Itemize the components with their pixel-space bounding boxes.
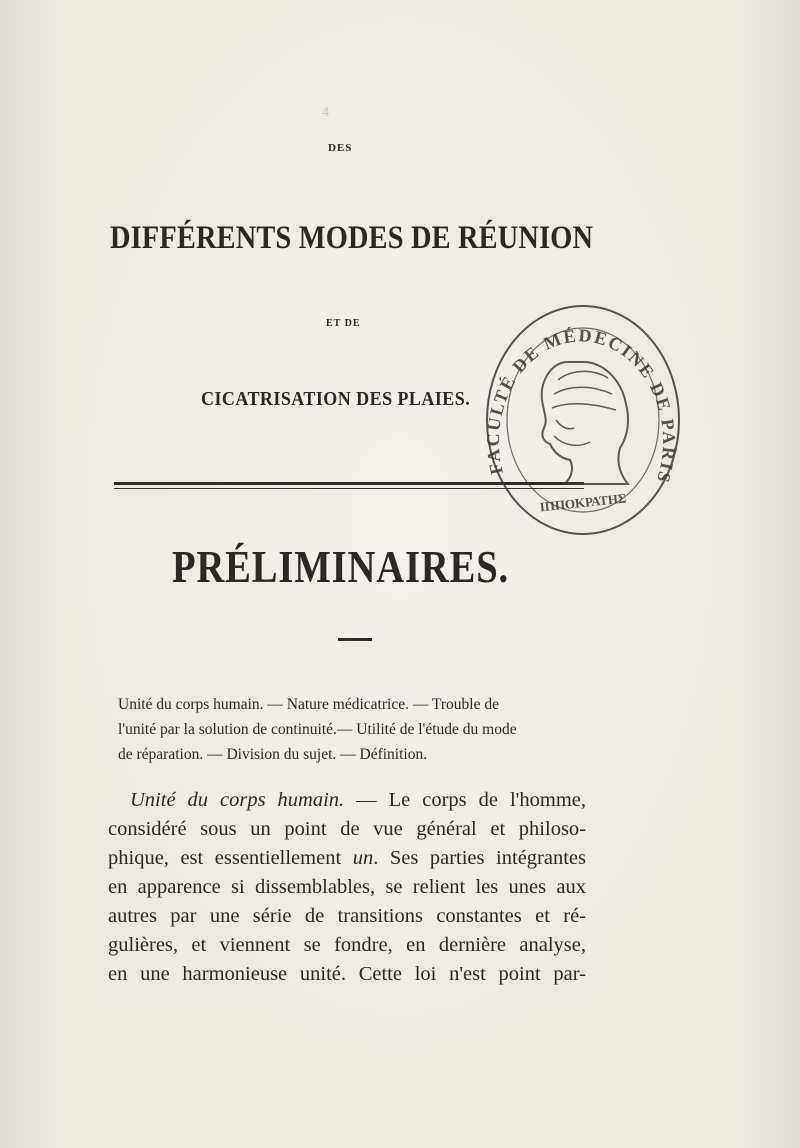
summary-line: l'unité par la solution de continuité.— Utilité de l'étude du mode [118, 721, 517, 738]
pre-title: DES [328, 142, 353, 154]
body-line-3-a: phique, est essentiellement [108, 847, 353, 869]
library-stamp [478, 302, 688, 550]
body-line-3-b: . Ses parties intégrantes [373, 847, 586, 869]
section-divider [338, 638, 372, 641]
body-line-6: gulières, et viennent se fondre, en dernière analyse, [108, 934, 586, 956]
summary-line: de réparation. — Division du sujet. — Définition. [118, 746, 428, 763]
body-line-4: en apparence si dissemblables, se relient les unes aux [108, 876, 586, 898]
sub-title: CICATRISATION DES PLAIES. [201, 388, 471, 410]
section-heading: PRÉLIMINAIRES. [172, 541, 510, 592]
main-title: DIFFÉRENTS MODES DE RÉUNION [110, 220, 594, 256]
body-lead-rest: — Le corps de l'homme, [344, 789, 586, 811]
title-conjunction: ET DE [326, 318, 361, 329]
chapter-summary [118, 692, 583, 767]
svg-text:FACULTÉ DE MÉDECINE DE PARIS: FACULTÉ DE MÉDECINE DE PARIS [482, 325, 680, 487]
body-line-3 [108, 844, 586, 873]
body-line-5: autres par une série de transitions constantes et ré- [108, 905, 586, 927]
body-lead-italic: Unité du corps humain. [130, 789, 345, 811]
body-text [108, 786, 586, 989]
body-line-7: en une harmonieuse unité. Cette loi n'est point par- [108, 963, 586, 985]
svg-text:ΙΠΠΟΚΡΑΤΗΣ: ΙΠΠΟΚΡΑΤΗΣ [538, 490, 628, 515]
page-number: 4 [322, 105, 329, 120]
body-line-3-italic: un [352, 847, 374, 869]
body-line-2: considéré sous un point de vue général et philoso- [108, 818, 586, 840]
hippocrates-bust-icon [542, 362, 628, 484]
body-line-1 [108, 786, 586, 815]
summary-line: Unité du corps humain. — Nature médicatrice. — Trouble de [118, 696, 499, 713]
